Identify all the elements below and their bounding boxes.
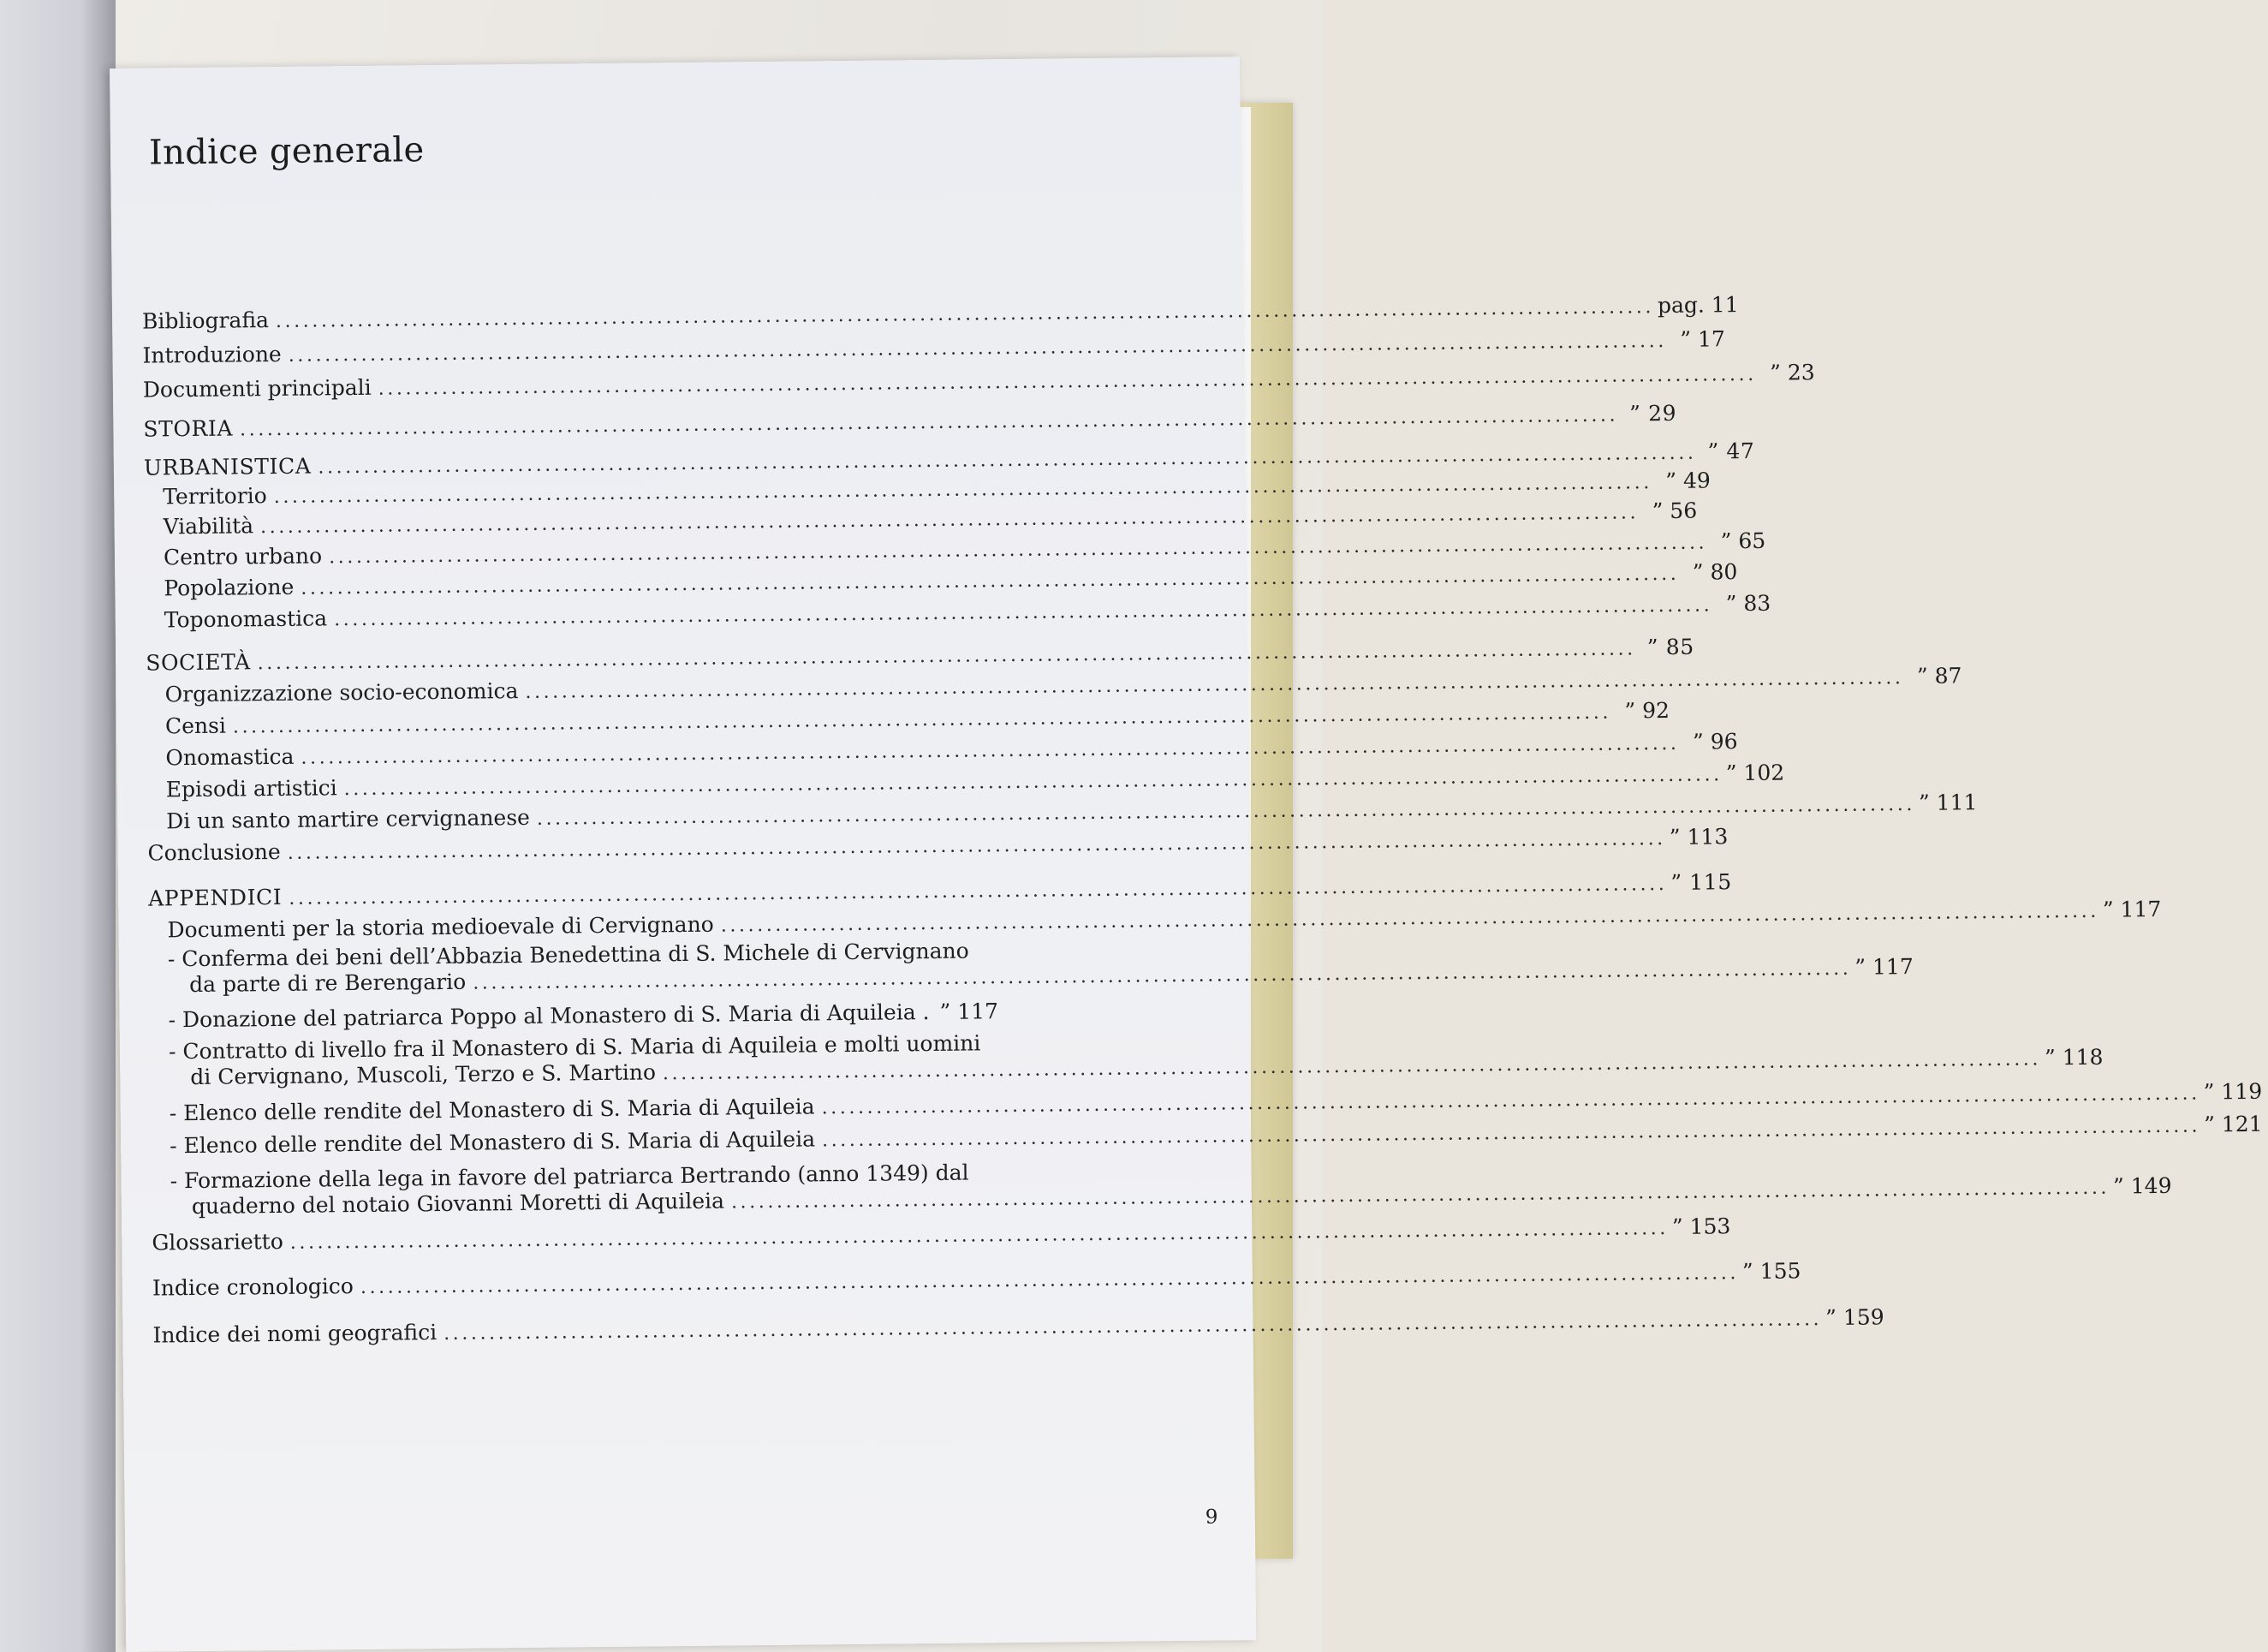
dot-leader: ........................................................................................................................................................ [288,330,1667,367]
dot-leader: ........................................................................................................................................................ [318,442,1697,479]
page-title: Indice generale [148,130,425,173]
toc-entry-page: ” 65 [1720,528,1766,554]
dot-leader: ........................................................................................................................................................ [360,1262,1740,1299]
dot-leader: ........................................................................................................................................................ [525,667,1904,703]
dot-leader: ........................................................................................................................................................ [473,957,1852,994]
toc-entry-page: ” 85 [1646,634,1694,660]
toc-entry [166,790,1978,836]
toc-entry-label: Censi [164,713,227,739]
toc-entry-label: Glossarietto [152,1228,283,1255]
toc-entry-label: Di un santo martire cervignanese [166,804,531,834]
toc-entry [164,697,1670,741]
dot-leader: ........................................................................................................................................................ [275,296,1655,332]
toc-entry-page: ” 117 [1854,953,1914,980]
dot-leader: ........................................................................................................................................................ [289,874,1668,909]
dot-leader: ........................................................................................................................................................ [821,1115,2201,1152]
toc-entry-label: Introduzione [142,341,282,368]
book-page [110,57,2263,1652]
toc-entry-page: ” 121 [2203,1111,2263,1137]
toc-entry [164,559,1738,603]
toc-entry [164,590,1771,635]
toc-entry-page: ” 119 [2203,1078,2263,1105]
dot-leader: ........................................................................................................................................................ [334,594,1713,631]
toc-entry-label: Documenti per la storia medioevale di Cervignano [167,911,714,943]
toc-entry-label: Indice dei nomi geografici [152,1320,438,1348]
toc-entry-page: ” 23 [1770,360,1815,385]
toc-entry [167,938,1914,999]
dot-leader: ........................................................................................................................................................ [536,793,1916,830]
toc-entry [141,292,1739,336]
toc-entry-page: ” 17 [1680,326,1725,352]
toc-entry-label: Popolazione [164,574,295,601]
toc-entry-page: ” 159 [1825,1304,1884,1331]
toc-entry-page: ” 92 [1624,697,1670,724]
toc-entry-first-line: - Formazione della lega in favore del patriarca Bertrando (anno 1349) dal [170,1160,969,1194]
toc-entry-label: di Cervignano, Muscoli, Terzo e S. Martino [190,1059,657,1090]
toc-entry-label: Conclusione [147,838,281,866]
toc-entry-page: ” 102 [1725,760,1785,786]
toc-entry-page: ” 111 [1918,790,1978,815]
toc-entry-label: APPENDICI [147,884,283,911]
toc-entry [152,1214,1731,1257]
toc-entry [146,634,1694,677]
toc-entry-label: Episodi artistici [165,775,337,802]
toc-entry [142,326,1725,370]
toc-entry [168,999,999,1035]
toc-entry-page: ” 117 [2102,896,2162,922]
toc-entry [147,824,1729,868]
dot-leader: ........................................................................................................................................................ [239,404,1619,441]
toc-entry-page: ” 155 [1741,1258,1801,1285]
toc-entry-label: Centro urbano [163,543,323,570]
dot-leader: ........................................................................................................................................................ [821,1082,2200,1119]
toc-entry [152,1258,1801,1303]
toc-entry-page: ” 96 [1692,729,1738,754]
dot-leader: ........................................................................................................................................................ [289,1218,1670,1254]
toc-entry-page: ” 118 [2044,1044,2104,1071]
dot-leader: ........................................................................................................................................................ [301,563,1680,599]
toc-entry-label: Documenti principali [142,374,372,403]
toc-entry-page: ” 80 [1692,559,1738,585]
toc-entry-page: ” 153 [1671,1214,1731,1239]
toc-entry-label: Territorio [163,483,267,510]
toc-entry-first-line: - Conferma dei beni dell’Abbazia Benedettina di S. Michele di Cervignano [167,938,969,972]
dot-leader: ........................................................................................................................................................ [287,828,1666,864]
toc-entry-label: Toponomastica [164,605,328,633]
toc-entry-page: ” 115 [1670,869,1732,895]
toc-entry-page: ” 87 [1916,663,1962,689]
dot-leader: ........................................................................................................................................................ [329,532,1708,569]
toc-entry [143,400,1677,444]
dot-leader: ........................................................................................................................................................ [378,363,1757,400]
dot-leader: ........................................................................................................................................................ [443,1309,1823,1345]
toc-entry-label: SOCIETÀ [146,649,251,676]
toc-entry-label: Viabilità [163,513,254,540]
toc-entry-label: Bibliografia [141,307,270,334]
toc-entry-label: - Donazione del patriarca Poppo al Monastero di S. Maria di Aquileia . [168,999,930,1033]
toc-entry [164,663,1962,709]
toc-entry [142,360,1815,404]
toc-entry-first-line: - Contratto di livello fra il Monastero di S. Maria di Aquileia e molti uomini [168,1030,981,1065]
dot-leader: ........................................................................................................................................................ [232,701,1612,738]
dot-leader: ........................................................................................................................................................ [720,900,2100,937]
toc-entry [170,1111,2263,1160]
toc-entry-page: pag. 11 [1657,292,1739,319]
dot-leader: ........................................................................................................................................................ [301,732,1680,769]
toc-entry-page: ” 113 [1669,824,1729,850]
toc-entry [168,1030,2104,1092]
dot-leader: ........................................................................................................................................................ [730,1177,2110,1214]
toc-entry [147,869,1732,913]
page-number: 9 [1205,1506,1218,1529]
dot-leader: ........................................................................................................................................................ [259,502,1640,539]
toc-entry-label: Organizzazione socio-economica [164,678,519,707]
toc-entry-page: ” 56 [1652,498,1698,524]
toc-entry-page: ” 47 [1707,438,1755,464]
toc-entry-label: STORIA [143,415,234,442]
dot-leader: ........................................................................................................................................................ [343,764,1723,801]
toc-entry-page: ” 83 [1725,590,1771,617]
dot-leader: ........................................................................................................................................................ [273,472,1652,509]
toc-entry-label: da parte di re Berengario [189,969,467,998]
facing-page-edge [0,0,116,1652]
toc-entry-label: - Elenco delle rendite del Monastero di S. Maria di Aquileia [169,1094,815,1126]
toc-entry-page: ” 149 [2112,1172,2172,1199]
dot-leader: ........................................................................................................................................................ [257,638,1636,675]
toc-entry-label: quaderno del notaio Giovanni Moretti di Aquileia [191,1188,725,1220]
toc-entry [165,729,1738,772]
toc-entry [152,1304,1884,1350]
dot-leader: ........................................................................................................................................................ [662,1048,2042,1085]
toc-entry-label: URBANISTICA [143,453,312,480]
toc-entry [163,498,1698,541]
toc-entry-page: ” 49 [1665,468,1711,493]
toc-entry-label: Onomastica [165,743,295,771]
toc-entry [170,1160,2172,1221]
toc-entry-page: ” 117 [939,999,999,1024]
toc-entry-label: Indice cronologico [152,1273,354,1301]
toc-entry [165,760,1785,804]
toc-entry-label: - Elenco delle rendite del Monastero di S. Maria di Aquileia [170,1126,816,1159]
toc-entry-page: ” 29 [1629,400,1677,426]
